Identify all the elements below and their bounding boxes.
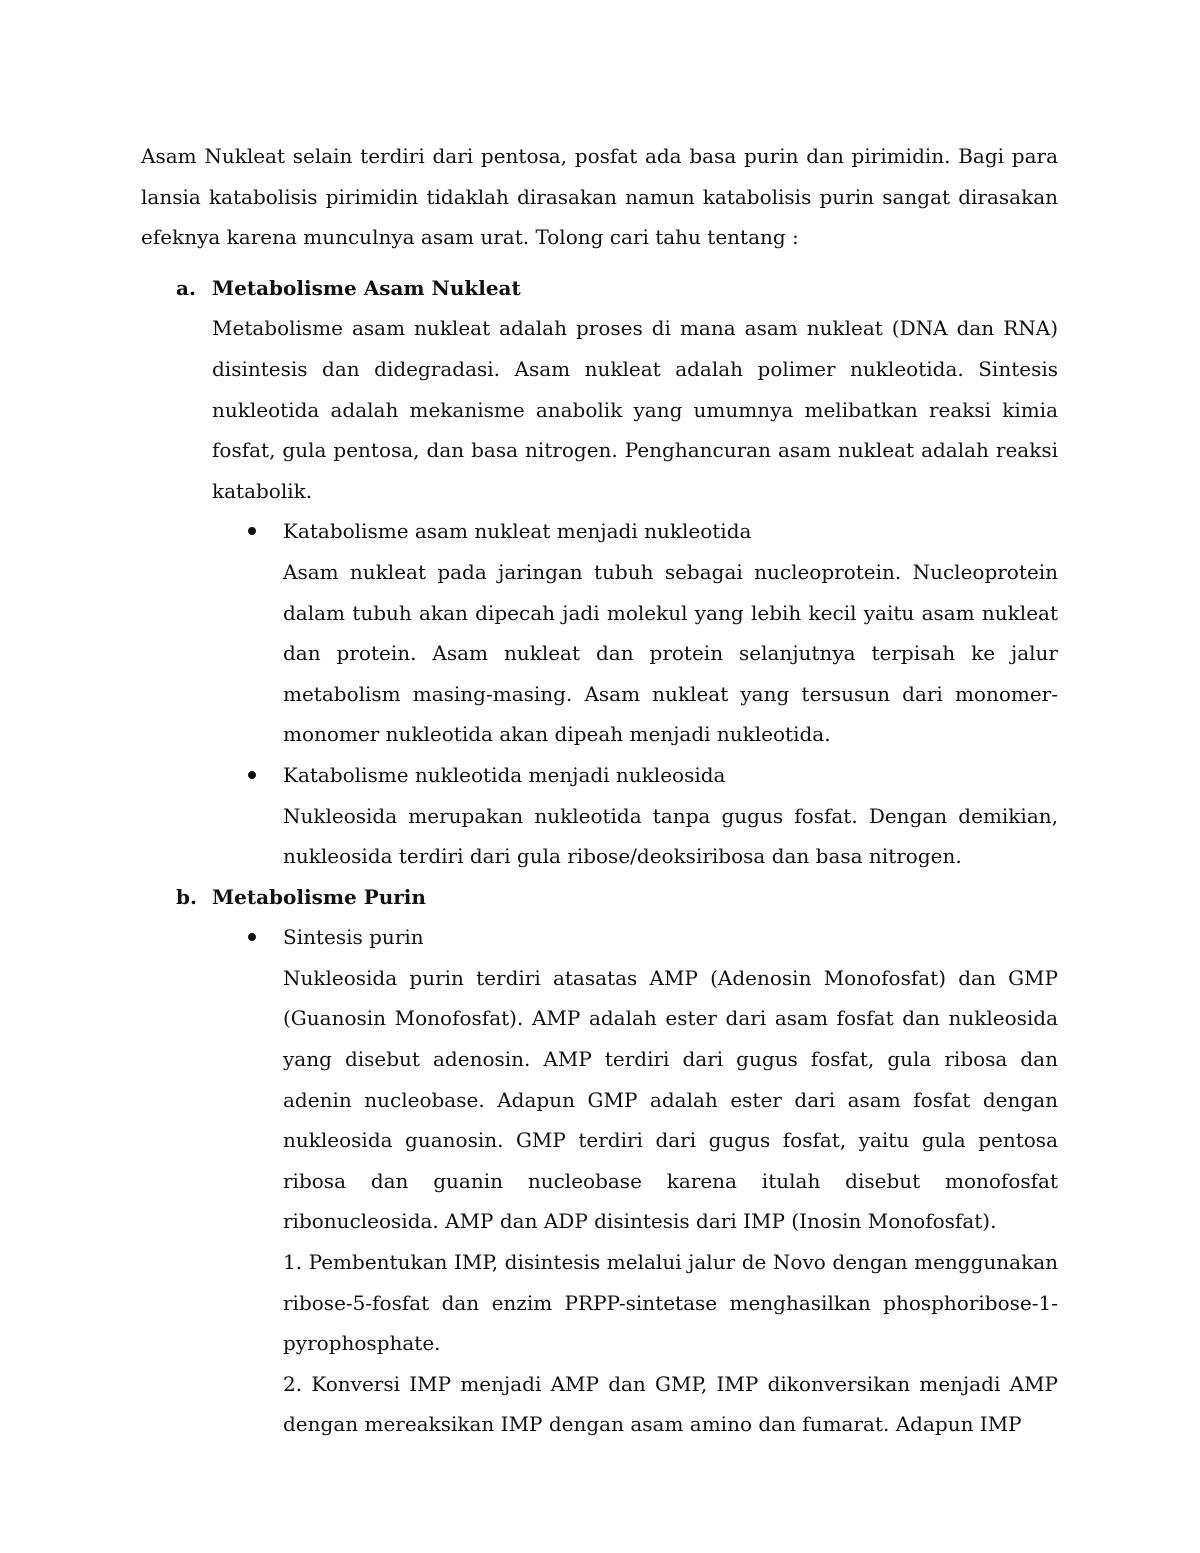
bullet-body: Nukleosida purin terdiri atasatas AMP (Adenosin Monofosfat) dan GMP (Guanosin Monofosfat). AMP adalah ester dari asam fosfat dan nukleosida yang disebut adenosin. AMP terdiri dari gugus fosfat, gula ribosa dan adenin nucleobase. Adapun GMP adalah ester dari asam fosfat dengan nukleosida guanosin. GMP terdiri dari gugus fosfat, yaitu gula pentosa ribosa dan guanin nucleobase karena itulah disebut monofosfat ribonucleosida. AMP dan ADP disintesis dari IMP (Inosin Monofosfat). bbox=[283, 965, 1058, 1234]
document-content bbox=[141, 136, 1058, 1445]
bullet-content bbox=[212, 511, 1058, 755]
bullet-content bbox=[212, 917, 1058, 1445]
section-title: Metabolisme Purin bbox=[212, 884, 426, 909]
numbered-step: 1. Pembentukan IMP, disintesis melalui jalur de Novo dengan menggunakan ribose-5-fosfat dan enzim PRPP-sintetase menghasilkan phosphoribose-1-pyrophosphate. bbox=[283, 1250, 1058, 1356]
bullet-title: Katabolisme asam nukleat menjadi nukleotida bbox=[283, 519, 752, 544]
section-metabolisme-asam-nukleat bbox=[141, 268, 1058, 877]
bullet-item bbox=[141, 917, 1058, 1445]
numbered-step: 2. Konversi IMP menjadi AMP dan GMP, IMP dikonversikan menjadi AMP dengan mereaksikan IMP dengan asam amino dan fumarat. Adapun IMP bbox=[283, 1371, 1058, 1437]
section-marker: b. bbox=[176, 884, 197, 909]
bullet-body: Asam nukleat pada jaringan tubuh sebagai nucleoprotein. Nucleoprotein dalam tubuh akan dipecah jadi molekul yang lebih kecil yaitu asam nukleat dan protein. Asam nukleat dan protein selanjutnya terpisah ke jalur metabolism masing-masing. Asam nukleat yang tersusun dari monomer-monomer nukleotida akan dipeah menjadi nukleotida. bbox=[283, 559, 1058, 747]
bullet-title: Katabolisme nukleotida menjadi nukleosida bbox=[283, 762, 726, 787]
bullet-body: Nukleosida merupakan nukleotida tanpa gugus fosfat. Dengan demikian, nukleosida terdiri dari gula ribose/deoksiribosa dan basa nitrogen. bbox=[283, 803, 1058, 869]
bullet-item bbox=[141, 511, 1058, 755]
bullet-content bbox=[212, 755, 1058, 877]
bullet-item bbox=[141, 755, 1058, 877]
section-body: Metabolisme asam nukleat adalah proses di mana asam nukleat (DNA dan RNA) disintesis dan didegradasi. Asam nukleat adalah polimer nukleotida. Sintesis nukleotida adalah mekanisme anabolik yang umumnya melibatkan reaksi kimia fosfat, gula pentosa, dan basa nitrogen. Penghancuran asam nukleat adalah reaksi katabolik. bbox=[212, 316, 1058, 503]
section-marker: a. bbox=[176, 275, 196, 300]
bullet-icon bbox=[248, 771, 256, 779]
section-title: Metabolisme Asam Nukleat bbox=[212, 275, 521, 300]
intro-paragraph: Asam Nukleat selain terdiri dari pentosa, posfat ada basa purin dan pirimidin. Bagi para lansia katabolisis pirimidin tidaklah dirasakan namun katabolisis purin sangat dirasakan efeknya karena munculnya asam urat. Tolong cari tahu tentang : bbox=[141, 144, 1058, 250]
section-metabolisme-purin bbox=[141, 877, 1058, 1445]
bullet-title: Sintesis purin bbox=[283, 925, 424, 950]
spacer bbox=[141, 258, 1058, 268]
